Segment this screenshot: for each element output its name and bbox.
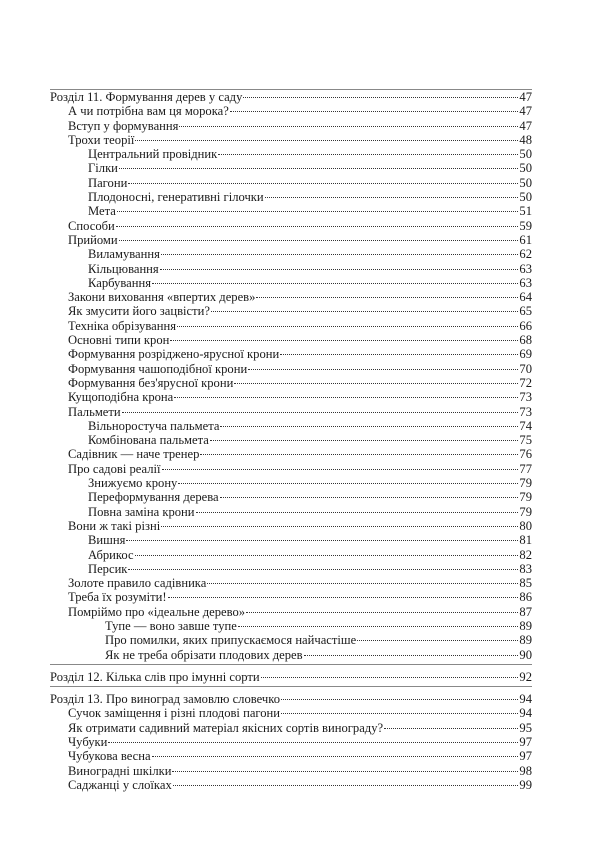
dot-leader — [173, 785, 519, 786]
dot-leader — [196, 512, 519, 513]
toc-entry-title: Як не треба обрізати плодових дерев — [105, 647, 303, 662]
toc-entry-page: 51 — [519, 204, 532, 219]
dot-leader — [265, 197, 519, 198]
dot-leader — [119, 240, 519, 241]
dot-leader — [234, 383, 518, 384]
toc-entry-page: 97 — [519, 749, 532, 764]
toc-entry-title: Про садові реалії — [68, 461, 161, 476]
toc-entry-title: Знижуємо крону — [88, 476, 178, 491]
toc-entry-title: Про помилки, яких припускаємося найчастіше — [105, 633, 357, 648]
toc-entry-page: 73 — [519, 390, 532, 405]
toc-entry-title: Трохи теорії — [68, 132, 135, 147]
toc-entry[interactable] — [50, 204, 532, 218]
toc-entry[interactable] — [50, 133, 532, 147]
dot-leader — [281, 699, 518, 700]
toc-entry[interactable] — [50, 721, 532, 735]
toc-entry-title: Кільцювання — [88, 261, 159, 276]
dot-leader — [256, 297, 518, 298]
toc-entry-title: Розділ 11. Формування дерев у саду — [50, 90, 243, 104]
toc-entry-page: 92 — [519, 669, 532, 684]
toc-entry[interactable] — [50, 476, 532, 490]
dot-leader — [160, 269, 519, 270]
dot-leader — [117, 211, 519, 212]
toc-entry-page: 48 — [519, 132, 532, 147]
toc-entry-title: Вони ж такі різні — [68, 518, 161, 533]
dot-leader — [220, 497, 519, 498]
toc-entry-title: Розділ 13. Про виноград замовлю словечко — [50, 692, 281, 707]
dot-leader — [135, 140, 518, 141]
toc-chapter-entry[interactable] — [50, 692, 532, 706]
toc-entry[interactable] — [50, 735, 532, 749]
toc-entry[interactable] — [50, 333, 532, 347]
toc-entry-page: 63 — [519, 261, 532, 276]
toc-entry-page: 63 — [519, 275, 532, 290]
toc-entry-page: 72 — [519, 375, 532, 390]
toc-entry[interactable] — [50, 548, 532, 562]
toc-entry[interactable] — [50, 633, 532, 647]
dot-leader — [238, 626, 519, 627]
toc-entry[interactable] — [50, 119, 532, 133]
toc-entry[interactable] — [50, 462, 532, 476]
toc-entry-page: 47 — [519, 90, 532, 104]
toc-entry-page: 75 — [519, 433, 532, 448]
dot-leader — [162, 469, 519, 470]
toc-entry[interactable] — [50, 590, 532, 604]
dot-leader — [174, 397, 518, 398]
toc-entry[interactable] — [50, 247, 532, 261]
toc-entry-page: 97 — [519, 735, 532, 750]
dot-leader — [248, 369, 518, 370]
dot-leader — [152, 283, 518, 284]
toc-entry-title: Вільноростуча пальмета — [88, 418, 220, 433]
toc-entry-page: 50 — [519, 175, 532, 190]
dot-leader — [108, 742, 518, 743]
dot-leader — [177, 326, 518, 327]
toc-entry-title: Треба їх розуміти! — [68, 590, 167, 605]
toc-entry[interactable] — [50, 706, 532, 720]
toc-entry-page: 50 — [519, 161, 532, 176]
dot-leader — [168, 597, 519, 598]
dot-leader — [161, 526, 518, 527]
dot-leader — [116, 226, 519, 227]
toc-entry-page: 59 — [519, 218, 532, 233]
toc-entry-title: Чубукова весна — [68, 749, 151, 764]
dot-leader — [210, 440, 519, 441]
toc-entry-page: 62 — [519, 247, 532, 262]
toc-entry[interactable] — [50, 147, 532, 161]
dot-leader — [384, 728, 518, 729]
toc-entry-title: Карбування — [88, 275, 151, 290]
toc-section — [50, 89, 532, 665]
toc-chapter-entry[interactable] — [50, 670, 532, 684]
toc-entry-title: Формування без'ярусної крони — [68, 375, 234, 390]
toc-entry[interactable] — [50, 619, 532, 633]
toc-entry-page: 83 — [519, 561, 532, 576]
toc-entry[interactable] — [50, 562, 532, 576]
toc-entry-title: Гілки — [88, 161, 118, 176]
toc-entry-title: Вишня — [88, 533, 126, 548]
dot-leader — [179, 126, 518, 127]
toc-entry[interactable] — [50, 505, 532, 519]
toc-entry-title: Золоте правило садівника — [68, 576, 207, 591]
toc-entry-page: 76 — [519, 447, 532, 462]
toc-entry-page: 61 — [519, 232, 532, 247]
dot-leader — [220, 426, 518, 427]
toc-entry-page: 85 — [519, 576, 532, 591]
toc-entry-title: Сучок заміщення і різні плодові пагони — [68, 706, 281, 721]
toc-entry[interactable] — [50, 433, 532, 447]
toc-entry-title: Помріймо про «ідеальне дерево» — [68, 604, 246, 619]
dot-leader — [152, 756, 519, 757]
toc-entry-title: Персик — [88, 561, 128, 576]
dot-leader — [207, 583, 518, 584]
toc-entry-title: Тупе — воно завше тупе — [105, 618, 237, 633]
toc-entry[interactable] — [50, 190, 532, 204]
table-of-contents — [50, 89, 532, 794]
toc-entry[interactable] — [50, 319, 532, 333]
toc-entry-title: Як отримати садивний матеріал якісних сортів винограду? — [68, 720, 384, 735]
toc-entry[interactable] — [50, 490, 532, 504]
dot-leader — [170, 340, 518, 341]
toc-entry[interactable] — [50, 290, 532, 304]
toc-entry-title: Кущоподібна крона — [68, 390, 174, 405]
toc-entry-page: 89 — [519, 618, 532, 633]
toc-entry-page: 82 — [519, 547, 532, 562]
toc-entry-page: 81 — [519, 533, 532, 548]
toc-entry-title: Переформування дерева — [88, 490, 219, 505]
dot-leader — [230, 111, 519, 112]
toc-entry-title: Центральний провідник — [88, 147, 218, 162]
toc-entry-page: 79 — [519, 476, 532, 491]
toc-entry-page: 95 — [519, 720, 532, 735]
toc-entry-page: 94 — [519, 706, 532, 721]
toc-entry[interactable] — [50, 519, 532, 533]
toc-entry-page: 98 — [519, 763, 532, 778]
toc-entry[interactable] — [50, 419, 532, 433]
toc-entry-title: Вступ у формування — [68, 118, 179, 133]
toc-entry-page: 94 — [519, 692, 532, 707]
toc-entry-title: Виноградні шкілки — [68, 763, 172, 778]
dot-leader — [126, 540, 518, 541]
toc-entry[interactable] — [50, 176, 532, 190]
dot-leader — [200, 454, 518, 455]
toc-entry-title: Способи — [68, 218, 115, 233]
toc-entry[interactable] — [50, 533, 532, 547]
dot-leader — [281, 713, 518, 714]
toc-entry-page: 80 — [519, 518, 532, 533]
dot-leader — [135, 555, 519, 556]
toc-entry-title: Пальмети — [68, 404, 121, 419]
toc-entry-title: Плодоносні, генеративні гілочки — [88, 190, 264, 205]
toc-entry-title: Садівник — наче тренер — [68, 447, 200, 462]
toc-entry-page: 69 — [519, 347, 532, 362]
toc-entry-page: 50 — [519, 147, 532, 162]
toc-entry-title: Пагони — [88, 175, 128, 190]
toc-entry[interactable] — [50, 749, 532, 763]
dot-leader — [128, 569, 518, 570]
toc-entry-page: 66 — [519, 318, 532, 333]
toc-entry[interactable] — [50, 648, 532, 662]
dot-leader — [172, 771, 518, 772]
toc-entry-title: Як змусити його зацвісти? — [68, 304, 210, 319]
toc-section — [50, 687, 532, 792]
dot-leader — [211, 311, 518, 312]
toc-entry[interactable] — [50, 304, 532, 318]
toc-entry-title: Закони виховання «впертих дерев» — [68, 290, 256, 305]
toc-entry-page: 87 — [519, 604, 532, 619]
toc-entry-title: Прийоми — [68, 232, 118, 247]
toc-entry[interactable] — [50, 362, 532, 376]
toc-entry-page: 90 — [519, 647, 532, 662]
toc-entry-page: 79 — [519, 504, 532, 519]
toc-entry-title: Виламування — [88, 247, 160, 262]
dot-leader — [178, 483, 518, 484]
toc-entry[interactable] — [50, 778, 532, 792]
toc-entry-title: Формування чашоподібної крони — [68, 361, 248, 376]
toc-entry[interactable] — [50, 233, 532, 247]
toc-entry[interactable] — [50, 276, 532, 290]
toc-entry[interactable] — [50, 576, 532, 590]
toc-entry-page: 64 — [519, 290, 532, 305]
toc-entry-page: 73 — [519, 404, 532, 419]
dot-leader — [304, 655, 519, 656]
dot-leader — [280, 354, 518, 355]
toc-entry[interactable] — [50, 390, 532, 404]
toc-entry-title: Чубуки — [68, 735, 108, 750]
dot-leader — [119, 168, 518, 169]
toc-entry-title: А чи потрібна вам ця морока? — [68, 104, 229, 119]
toc-entry-page: 77 — [519, 461, 532, 476]
dot-leader — [357, 640, 518, 641]
toc-entry[interactable] — [50, 262, 532, 276]
dot-leader — [261, 677, 519, 678]
toc-section — [50, 665, 532, 687]
toc-entry[interactable] — [50, 764, 532, 778]
dot-leader — [122, 412, 519, 413]
toc-entry-title: Абрикос — [88, 547, 134, 562]
dot-leader — [161, 254, 518, 255]
toc-entry-page: 79 — [519, 490, 532, 505]
toc-entry-page: 47 — [519, 104, 532, 119]
toc-entry-page: 68 — [519, 333, 532, 348]
toc-entry-page: 50 — [519, 190, 532, 205]
toc-entry[interactable] — [50, 605, 532, 619]
toc-entry-title: Розділ 12. Кілька слів про імунні сорти — [50, 669, 260, 684]
toc-entry-page: 65 — [519, 304, 532, 319]
dot-leader — [128, 183, 518, 184]
dot-leader — [246, 612, 518, 613]
toc-entry-page: 86 — [519, 590, 532, 605]
toc-entry-title: Техніка обрізування — [68, 318, 176, 333]
toc-entry[interactable] — [50, 376, 532, 390]
toc-entry-page: 89 — [519, 633, 532, 648]
toc-entry[interactable] — [50, 219, 532, 233]
dot-leader — [218, 154, 518, 155]
toc-entry-page: 70 — [519, 361, 532, 376]
toc-entry-page: 74 — [519, 418, 532, 433]
toc-entry-title: Комбінована пальмета — [88, 433, 209, 448]
toc-entry[interactable] — [50, 347, 532, 361]
toc-entry-title: Саджанці у слоїках — [68, 777, 172, 792]
toc-entry-page: 47 — [519, 118, 532, 133]
toc-entry[interactable] — [50, 447, 532, 461]
toc-entry-page: 99 — [519, 777, 532, 792]
toc-chapter-entry[interactable] — [50, 90, 532, 104]
toc-entry[interactable] — [50, 161, 532, 175]
dot-leader — [243, 97, 518, 98]
toc-entry[interactable] — [50, 104, 532, 118]
toc-entry-title: Формування розріджено-ярусної крони — [68, 347, 280, 362]
toc-entry-title: Повна заміна крони — [88, 504, 195, 519]
toc-entry-title: Основні типи крон — [68, 333, 170, 348]
toc-entry-title: Мета — [88, 204, 116, 219]
toc-entry[interactable] — [50, 405, 532, 419]
